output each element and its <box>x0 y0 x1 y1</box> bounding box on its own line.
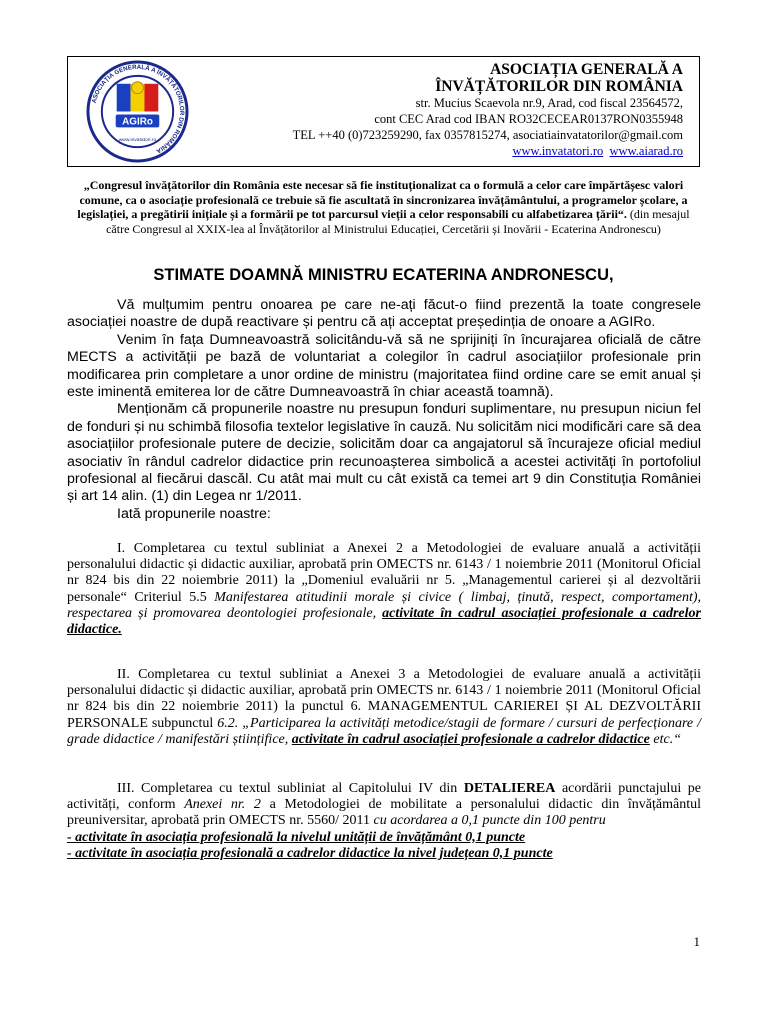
agiro-logo <box>86 60 189 163</box>
org-links <box>293 143 683 159</box>
paragraph-proposals-intro: Iată propunerile noastre: <box>117 505 271 522</box>
logo-ring-text: ASOCIAȚIA GENERALĂ A ÎNVĂȚĂTORILOR DIN ROMÂNIA <box>90 63 186 155</box>
logo-site-text: www.invatatori.ro <box>118 138 157 144</box>
page-number: 1 <box>693 934 700 949</box>
letterhead-text <box>293 61 683 159</box>
proposal-ii-italic: 6.2. „Participarea la activități metodice/stagii de formare / cursuri de perfecționare / grade didactice / manifestări științifice, <box>67 715 701 747</box>
org-address: str. Mucius Scaevola nr.9, Arad, cod fiscal 23564572, <box>415 96 683 110</box>
proposal-ii-underline: activitate în cadrul asociației profesionale a cadrelor didactice <box>291 731 650 747</box>
proposal-ii <box>67 667 701 748</box>
proposal-i-underline: activitate în cadrul asociației profesionale a cadrelor didactice <box>67 605 701 638</box>
paragraph-mention: Menționăm că propunerile noastre nu presupun fonduri suplimentare, nu presupun niciun fel de fonduri și nu schimbă filosofia textelor legislative în cauză. Nu solicităm nici modificări care să dea asociațiilor profesionale putere de decizie, solicităm doar ca angajatorul să încurajeze oficial mediul asociativ în rândul cadrelor didactice prin recunoașterea simbolică a acestei activități în portofoliul profesional al fiecărui dascăl. Cu atât mai mult cu cât există ca temei art 9 din Constituția României și art 14 alin. (1) din Legea nr 1/2011. <box>67 401 701 505</box>
proposal-ii-text: II. Completarea cu textul subliniat a Anexei 3 a Metodologiei de evaluare anuală a activității personalului didactic și didactic auxiliar, aprobată prin OMECTS nr. 6143 / 1 noiembrie 2011 (Monitorul Oficial nr 824 bis din 22 noiembrie 2011) la punctul 6. MANAGEMENTUL CARIEREI ȘI AL DEZVOLTĂRII PERSONALE subpunctul <box>67 667 701 731</box>
link-invatatori[interactable]: www.invatatori.ro <box>512 144 604 158</box>
letterhead <box>67 56 700 167</box>
paragraph-thanks: Vă mulțumim pentru onoarea pe care ne-ați făcut-o fiind prezentă la toate congresele asociației noastre de după reactivare și pentru că ați acceptat președinția de onoare a AGIRo. <box>67 297 701 331</box>
letter-body <box>67 297 701 523</box>
proposal-ii-end: etc.“ <box>649 731 681 747</box>
org-bank: cont CEC Arad cod IBAN RO32CECEAR0137RON0355948 <box>374 112 683 126</box>
link-aiarad[interactable]: www.aiarad.ro <box>609 144 683 158</box>
proposal-i-italic: Manifestarea atitudinii morale și civice ( limbaj, ținută, respect, comportament), respectarea și promovarea deontologiei profesionale, <box>67 589 702 621</box>
proposal-i-text: I. Completarea cu textul subliniat a Anexei 2 a Metodologiei de evaluare anuală a activității personalului didactic și didactic auxiliar, aprobată prin OMECTS nr. 6143 / 1 noiembrie 2011 (Monitorul Oficial nr 824 bis din 22 noiembrie 2011) la „Domeniul evaluării nr 5. „Managementul carierei și al dezvoltării personale“ Criteriul 5.5 <box>67 541 701 605</box>
proposal-i-end: . <box>118 622 122 638</box>
proposal-iii-text2: acordării punctajului pe activități, conform <box>67 781 701 813</box>
minister-quote <box>67 178 700 236</box>
proposal-i <box>67 541 701 638</box>
proposal-iii-bold: DETALIEREA <box>463 781 556 796</box>
letter-salutation: STIMATE DOAMNĂ MINISTRU ECATERINA ANDRONESCU, <box>153 266 614 284</box>
proposal-iii-text1: III. Completarea cu textul subliniat al Capitolului IV din <box>117 781 464 796</box>
proposal-iii-text3: a Metodologiei de mobilitate a personalului didactic din învățământul preuniversitar, aprobată prin OMECTS nr. 5560/ 2011 <box>67 797 701 829</box>
org-contact: TEL ++40 (0)723259290, fax 0357815274, asociatiainvatatorilor@gmail.com <box>292 128 683 142</box>
paragraph-request: Venim în fața Dumneavoastră solicitându-vă să ne sprijiniți în încurajarea oficială de către MECTS a activității pe bază de voluntariat a colegilor în cadrul asociațiilor profesionale prin modificarea prin completare a unor ordine de ministru (majoritatea fiind ordine care se emit anual și este iminentă emiterea lor de către Dumneavoastră în chiar această toamnă). <box>67 331 701 401</box>
proposal-iii <box>67 781 701 862</box>
org-name-line1: ASOCIAȚIA GENERALĂ A <box>490 61 683 78</box>
logo-badge-text: AGIRo <box>122 116 153 128</box>
proposal-iii-italic2: cu acordarea a 0,1 puncte din 100 pentru <box>373 813 606 829</box>
proposal-iii-item-county: - activitate în asociația profesională a cadrelor didactice la nivel județean 0,1 puncte <box>67 845 553 861</box>
quote-source: (din mesajul către Congresul al XXIX-lea al Învățătorilor al Ministrului Educației, Cercetării și Inovării - Ecaterina Andronescu) <box>106 207 690 236</box>
proposal-iii-italic1: Anexei nr. 2 <box>184 797 261 813</box>
proposal-iii-item-school: - activitate în asociația profesională la nivelul unității de învățământ 0,1 puncte <box>67 829 526 845</box>
quote-bold-text: „Congresul învățătorilor din România este necesar să fie instituționalizat ca o formulă a celor care împărtășesc valori comune, ca o asociație profesională ce trebuie să fie ascultată în sincronizarea învățământului, a programelor școlare, a legislației, a pregătirii inițiale și a formării pe tot parcursul vieții a celor responsabili cu alfabetizarea țării“. <box>77 178 688 221</box>
org-name-line2: ÎNVĂȚĂTORILOR DIN ROMÂNIA <box>435 78 683 95</box>
